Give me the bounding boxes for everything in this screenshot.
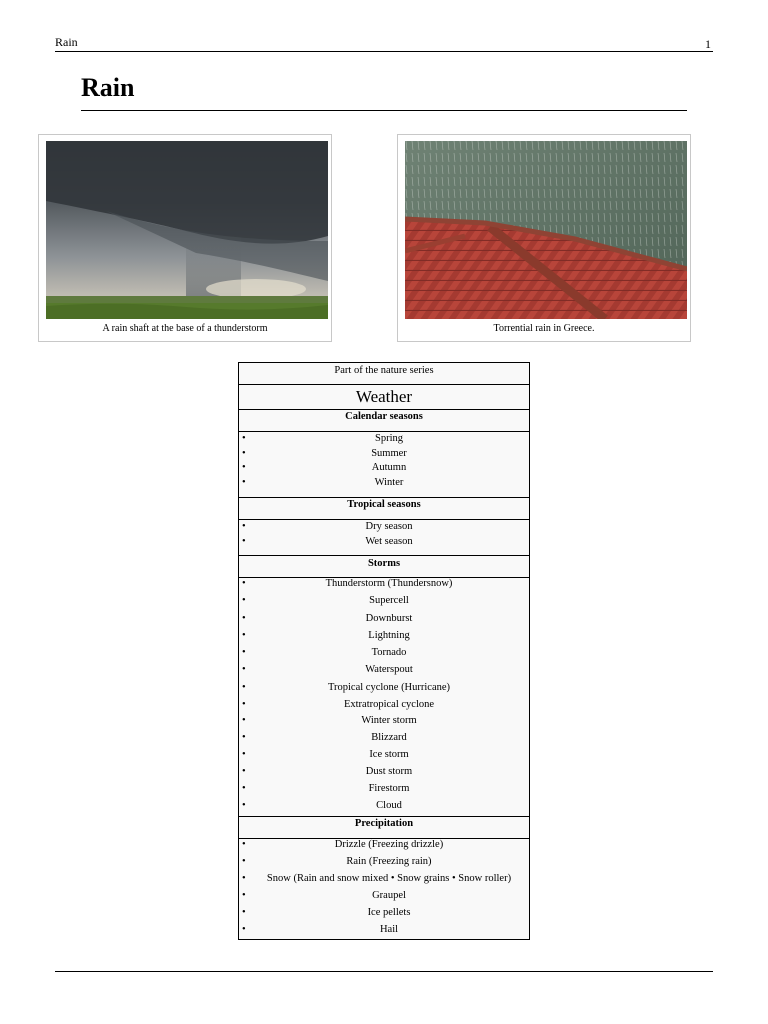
list-item[interactable]: • Tornado bbox=[242, 647, 407, 658]
list-item[interactable]: • Dust storm bbox=[242, 766, 413, 777]
article-title: Rain bbox=[81, 70, 687, 111]
list-item[interactable]: • Snow (Rain and snow mixed • Snow grains • Snow roller) bbox=[242, 873, 512, 884]
footer-rule bbox=[55, 971, 713, 972]
list-item[interactable]: • Blizzard bbox=[242, 732, 407, 743]
bullet-icon: • bbox=[242, 732, 246, 743]
bullet-icon: • bbox=[242, 766, 246, 777]
bullet-icon: • bbox=[242, 873, 246, 884]
section-heading: Precipitation bbox=[354, 818, 414, 829]
bullet-icon: • bbox=[242, 907, 246, 918]
bullet-icon: • bbox=[242, 749, 246, 760]
bullet-icon: • bbox=[242, 856, 246, 867]
bullet-icon: • bbox=[242, 448, 246, 459]
figure-thunderstorm bbox=[38, 134, 332, 342]
list-item[interactable]: • Hail bbox=[242, 924, 399, 935]
list-item[interactable]: • Summer bbox=[242, 448, 407, 459]
rain-on-roof-photo bbox=[405, 141, 687, 319]
bullet-icon: • bbox=[242, 433, 246, 444]
list-item[interactable]: • Dry season bbox=[242, 521, 413, 532]
navbox-title-row bbox=[239, 384, 529, 409]
bullet-icon: • bbox=[242, 800, 246, 811]
navbox-series-caption: Part of the nature series bbox=[334, 365, 434, 376]
bullet-icon: • bbox=[242, 613, 246, 624]
list-item[interactable]: • Winter bbox=[242, 477, 404, 488]
section-tropical-seasons bbox=[239, 497, 529, 498]
list-item[interactable]: • Waterspout bbox=[242, 664, 413, 675]
list-item[interactable]: • Supercell bbox=[242, 595, 409, 606]
bullet-icon: • bbox=[242, 682, 246, 693]
bullet-icon: • bbox=[242, 477, 246, 488]
figure-caption: A rain shaft at the base of a thunderstorm bbox=[102, 323, 268, 334]
bullet-icon: • bbox=[242, 521, 246, 532]
bullet-icon: • bbox=[242, 462, 246, 473]
list-item[interactable]: • Spring bbox=[242, 433, 403, 444]
list-item[interactable]: • Cloud bbox=[242, 800, 402, 811]
section-precipitation bbox=[239, 816, 529, 817]
list-item[interactable]: • Extratropical cyclone bbox=[242, 699, 435, 710]
page-number: 1 bbox=[705, 37, 711, 51]
bullet-icon: • bbox=[242, 664, 246, 675]
bullet-icon: • bbox=[242, 699, 246, 710]
list-item[interactable]: • Autumn bbox=[242, 462, 407, 473]
section-calendar-seasons bbox=[239, 409, 529, 410]
bullet-icon: • bbox=[242, 783, 246, 794]
bullet-icon: • bbox=[242, 595, 246, 606]
running-header-title: Rain bbox=[55, 35, 78, 49]
bullet-icon: • bbox=[242, 715, 246, 726]
list-item[interactable]: • Rain (Freezing rain) bbox=[242, 856, 432, 867]
list-item[interactable]: • Ice storm bbox=[242, 749, 409, 760]
list-item[interactable]: • Downburst bbox=[242, 613, 413, 624]
bullet-icon: • bbox=[242, 924, 246, 935]
list-item[interactable]: • Lightning bbox=[242, 630, 410, 641]
navbox-title: Weather bbox=[355, 387, 413, 406]
list-item[interactable]: • Ice pellets bbox=[242, 907, 411, 918]
list-item[interactable]: • Graupel bbox=[242, 890, 406, 901]
bullet-icon: • bbox=[242, 578, 246, 589]
list-item[interactable]: • Tropical cyclone (Hurricane) bbox=[242, 682, 451, 693]
list-item[interactable]: • Firestorm bbox=[242, 783, 410, 794]
bullet-icon: • bbox=[242, 536, 246, 547]
list-item[interactable]: • Drizzle (Freezing drizzle) bbox=[242, 839, 444, 850]
bullet-icon: • bbox=[242, 630, 246, 641]
section-heading: Storms bbox=[367, 558, 401, 569]
running-header bbox=[55, 35, 713, 52]
list-item[interactable]: • Winter storm bbox=[242, 715, 417, 726]
weather-navbox bbox=[238, 362, 530, 940]
list-item[interactable]: • Thunderstorm (Thundersnow) bbox=[242, 578, 453, 589]
section-heading: Calendar seasons bbox=[345, 411, 423, 422]
bullet-icon: • bbox=[242, 890, 246, 901]
figure-caption: Torrential rain in Greece. bbox=[493, 323, 595, 334]
bullet-icon: • bbox=[242, 647, 246, 658]
bullet-icon: • bbox=[242, 839, 246, 850]
list-item[interactable]: • Wet season bbox=[242, 536, 413, 547]
thunderstorm-photo bbox=[46, 141, 328, 319]
section-heading: Tropical seasons bbox=[347, 499, 421, 510]
section-storms bbox=[239, 555, 529, 556]
figure-rain-greece bbox=[397, 134, 691, 342]
